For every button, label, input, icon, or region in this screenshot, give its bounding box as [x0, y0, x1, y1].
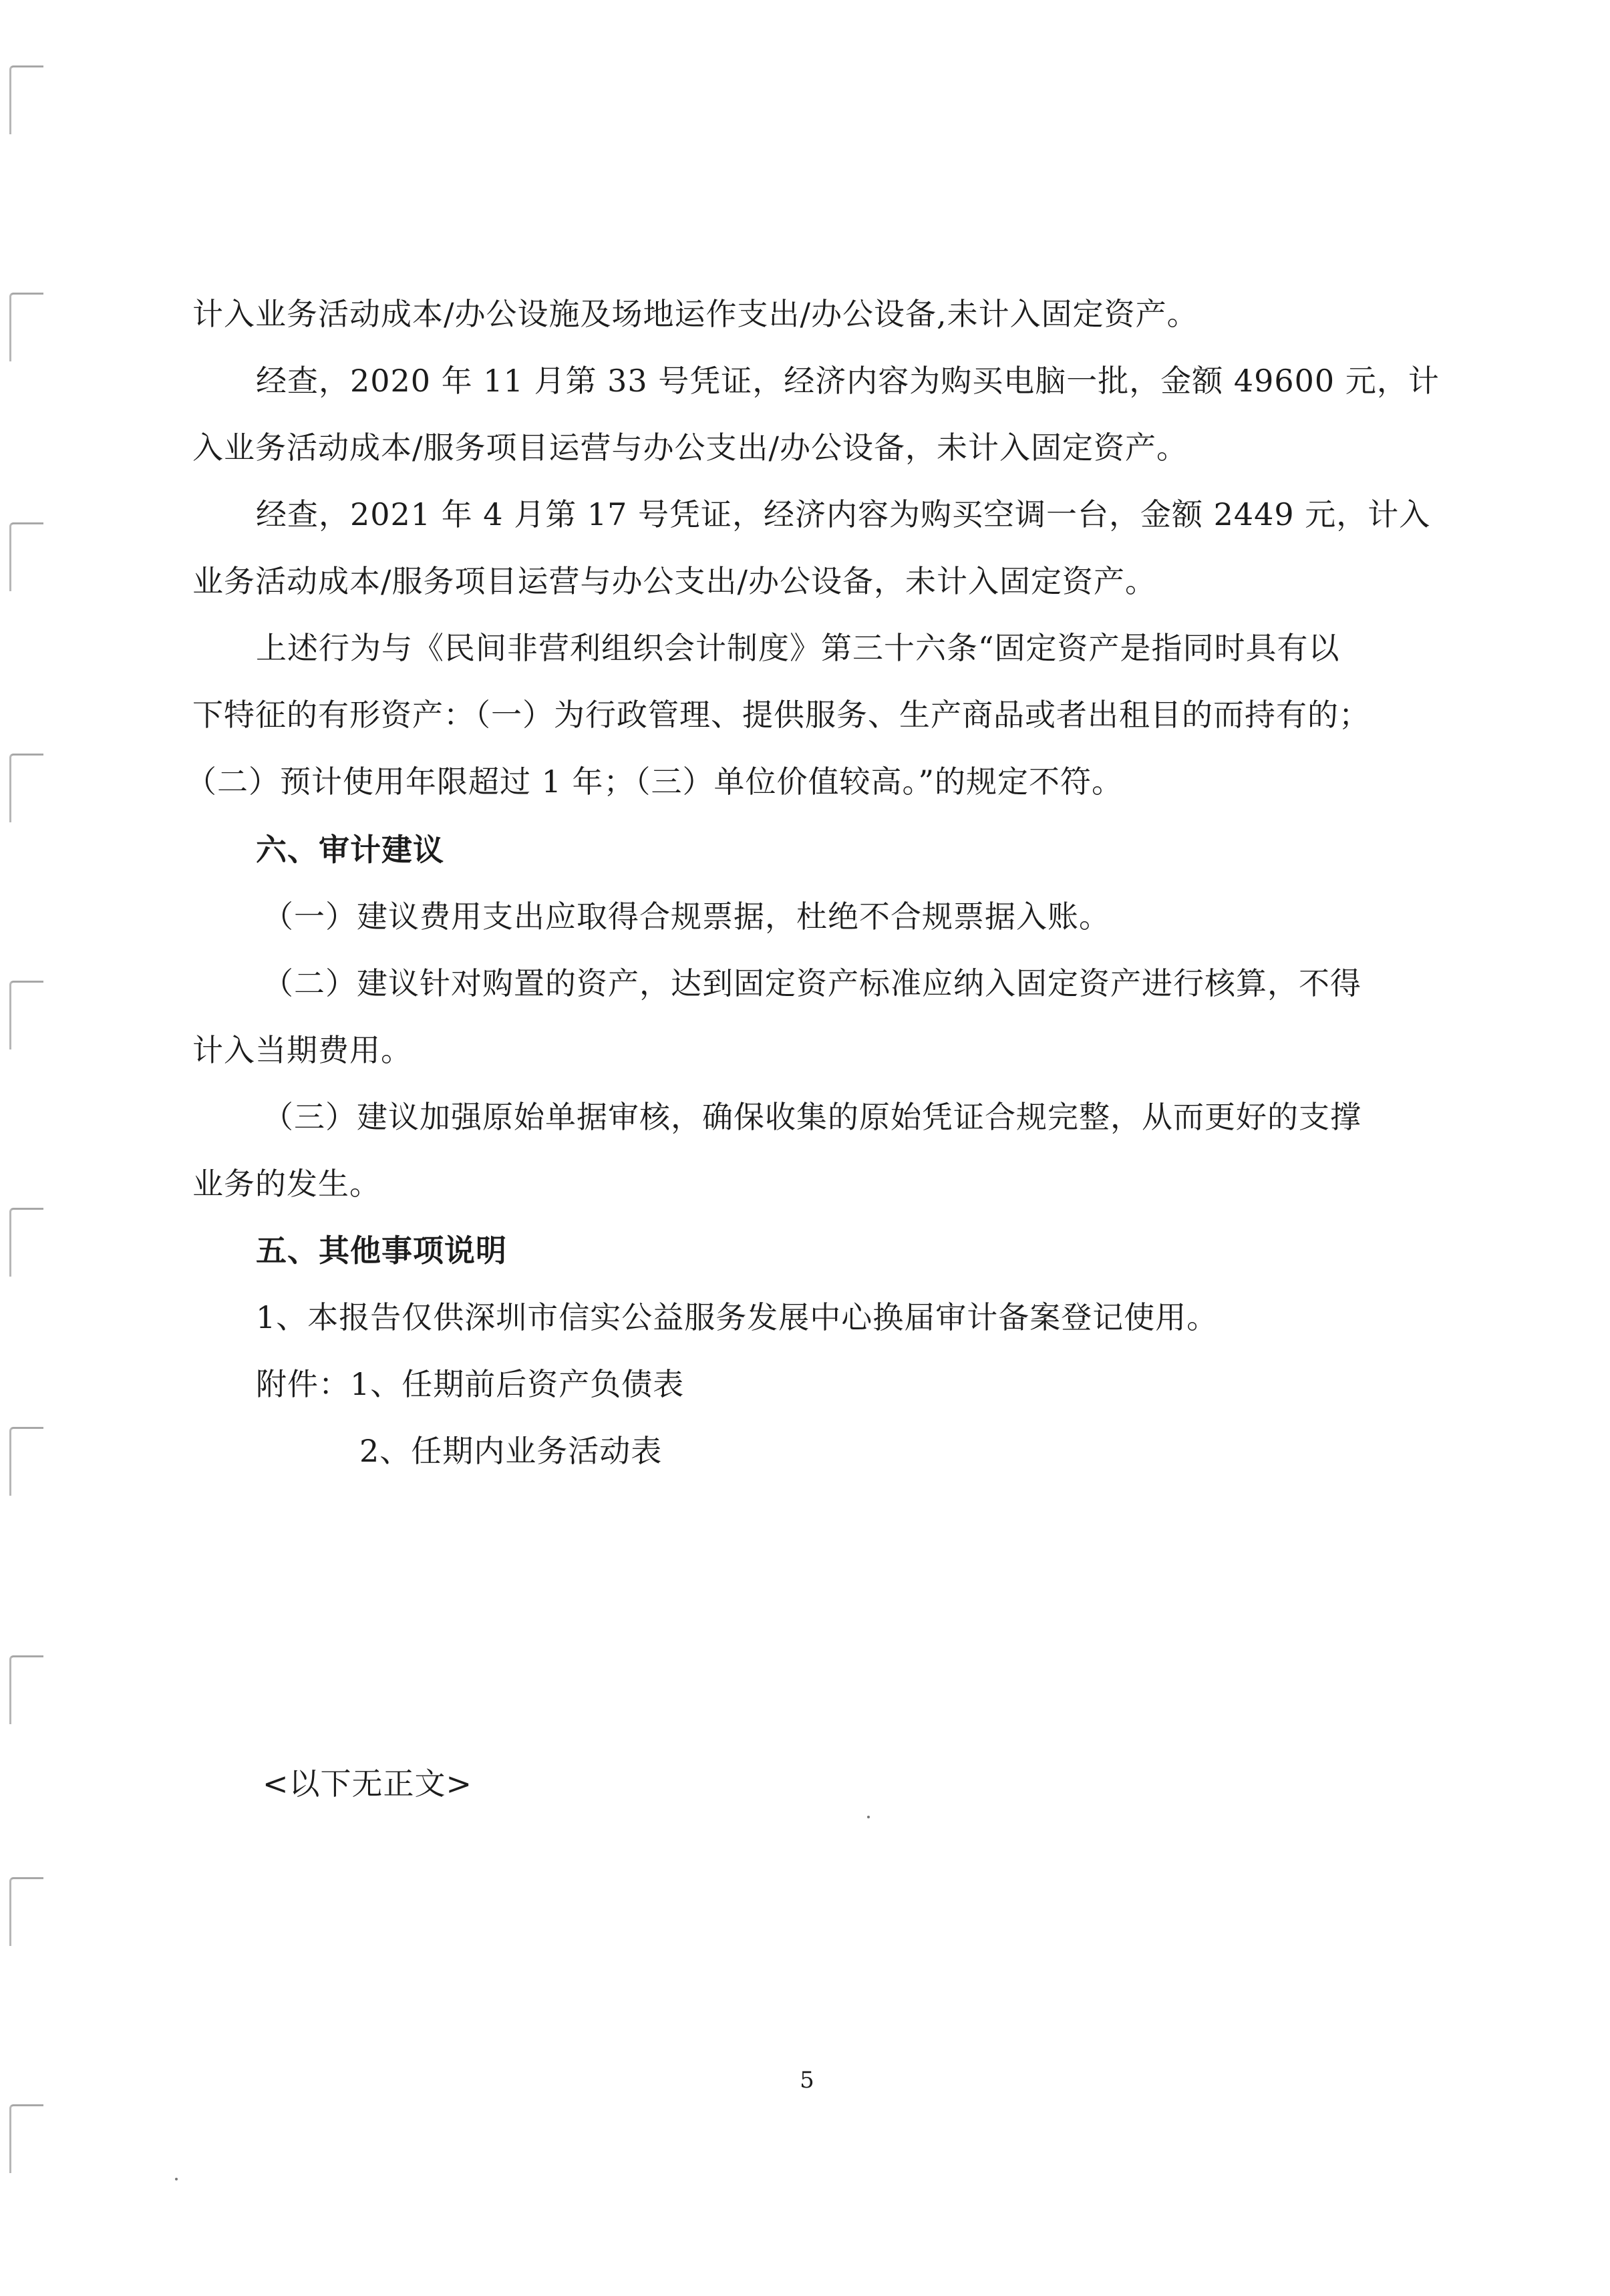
attachment-line: 2、任期内业务活动表	[359, 1433, 663, 1469]
paragraph-line: （二）预计使用年限超过 1 年；（三）单位价值较高。”的规定不符。	[186, 764, 1124, 800]
paragraph-line: 业务活动成本/服务项目运营与办公支出/办公设备，未计入固定资产。	[192, 563, 1156, 599]
binding-mark	[9, 2104, 43, 2173]
binding-mark	[9, 293, 43, 361]
recommendation-item: （一）建议费用支出应取得合规票据，杜绝不合规票据入账。	[263, 898, 1110, 935]
section-heading: 五、其他事项说明	[256, 1233, 507, 1269]
binding-mark	[9, 981, 43, 1049]
page-number: 5	[800, 2067, 814, 2094]
paragraph-line: 业务的发生。	[192, 1166, 381, 1202]
paragraph-line: 经查，2021 年 4 月第 17 号凭证，经济内容为购买空调一台，金额 2449 元，计入	[256, 496, 1431, 532]
binding-mark	[9, 1208, 43, 1277]
recommendation-item: （二）建议针对购置的资产，达到固定资产标准应纳入固定资产进行核算，不得	[263, 965, 1361, 1001]
paragraph-line: 计入业务活动成本/办公设施及场地运作支出/办公设备,未计入固定资产。	[192, 296, 1198, 332]
recommendation-item: （三）建议加强原始单据审核，确保收集的原始凭证合规完整，从而更好的支撑	[263, 1099, 1361, 1135]
paragraph-line: 经查，2020 年 11 月第 33 号凭证，经济内容为购买电脑一批，金额 49600 元，计	[256, 363, 1440, 399]
binding-mark	[9, 522, 43, 591]
end-of-text-note: <以下无正文>	[263, 1766, 473, 1802]
binding-mark	[9, 65, 43, 134]
attachment-line: 附件：1、任期前后资产负债表	[256, 1366, 685, 1402]
binding-mark	[9, 1427, 43, 1496]
paragraph-line: 入业务活动成本/服务项目运营与办公支出/办公设备，未计入固定资产。	[192, 430, 1188, 466]
binding-mark	[9, 1877, 43, 1946]
scan-speck	[175, 2178, 178, 2180]
paragraph-line: 计入当期费用。	[192, 1032, 412, 1068]
paragraph-line: 下特征的有形资产：（一）为行政管理、提供服务、生产商品或者出租目的而持有的；	[192, 697, 1370, 733]
paragraph-line: 上述行为与《民间非营利组织会计制度》第三十六条“固定资产是指同时具有以	[256, 630, 1340, 666]
binding-mark	[9, 1655, 43, 1724]
paragraph-line: 1、本报告仅供深圳市信实公益服务发展中心换届审计备案登记使用。	[256, 1299, 1219, 1335]
binding-mark	[9, 754, 43, 822]
section-heading: 六、审计建议	[256, 832, 444, 868]
